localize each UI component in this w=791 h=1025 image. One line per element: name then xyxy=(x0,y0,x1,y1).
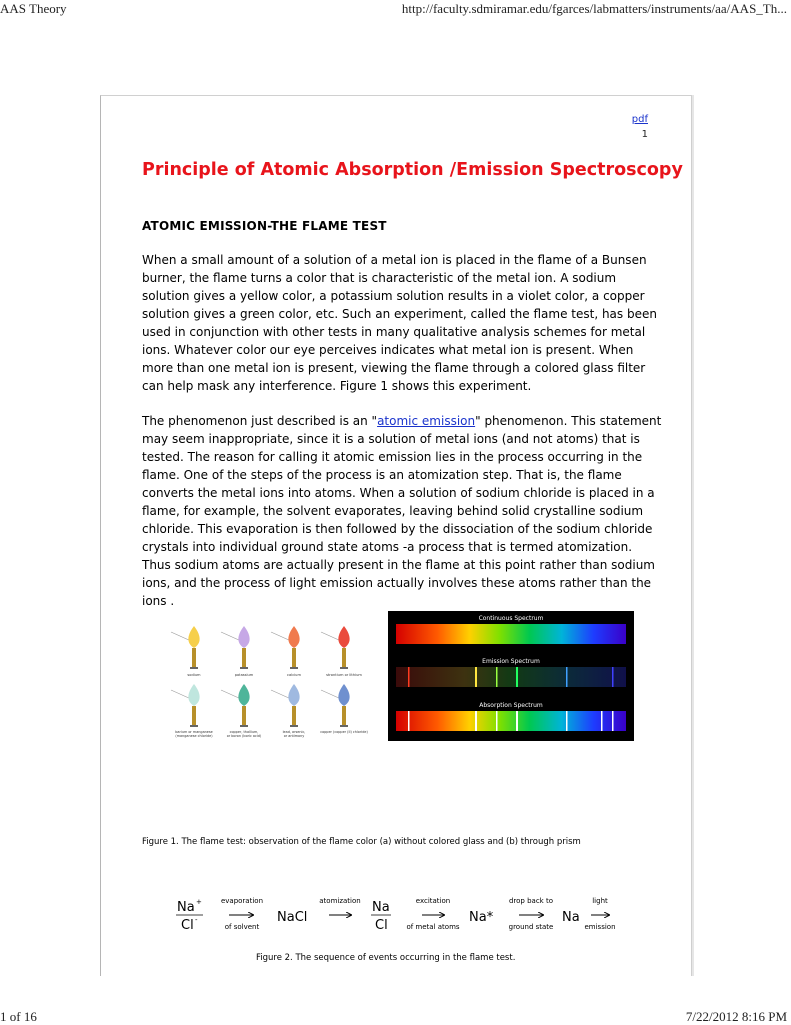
document-title: Principle of Atomic Absorption /Emission Spectroscopy xyxy=(142,160,683,180)
flame-test-illustration xyxy=(169,621,369,746)
text-line: may seem inappropriate, since it is a solution of metal ions (and not atoms) that is xyxy=(142,432,640,446)
flame-strontium xyxy=(321,626,350,669)
emission-line xyxy=(566,667,568,687)
text-line: can help mask any interference. Figure 1 shows this experiment. xyxy=(142,379,532,393)
light-label: light xyxy=(592,897,608,905)
flame-sodium xyxy=(171,626,200,669)
text-line: flame, for example, the solvent evaporates, leaving behind solid crystalline sodium xyxy=(142,504,644,518)
drop-back-label: drop back to xyxy=(508,897,554,905)
cl-atom-label: Cl xyxy=(375,918,388,933)
flame-calcium xyxy=(271,626,300,669)
text-line: ions. Whatever color our eye perceives indicates what metal ion is present. When xyxy=(142,343,634,357)
flame-label: or antimony xyxy=(283,734,305,738)
flame-label: potassium xyxy=(234,673,254,677)
paragraph-atomic-emission xyxy=(142,412,672,610)
continuous-spectrum-label: Continuous Spectrum xyxy=(478,615,544,622)
flame-test-sequence-diagram xyxy=(163,893,623,943)
text-line: When a small amount of a solution of a metal ion is placed in the flame of a Bunsen xyxy=(142,253,647,267)
figure-1-caption: Figure 1. The flame test: observation of the flame color (a) without colored glass and (b) through prism xyxy=(142,837,581,847)
emission-line xyxy=(612,667,614,687)
cl-ion-charge: - xyxy=(195,916,198,924)
text-line: crystals into individual ground state atoms -a process that is termed atomization. xyxy=(142,540,633,554)
emission-line xyxy=(516,667,518,687)
nacl-label: NaCl xyxy=(277,910,308,925)
text-line: solution gives a green color, etc. Such an experiment, called the flame test, has been xyxy=(142,307,657,321)
flame-label: lead, arsenic, xyxy=(282,730,306,734)
emission-line xyxy=(408,667,410,687)
text-line: solution gives a yellow color, a potassium solution results in a violet color, a copper xyxy=(142,289,645,303)
spectra-illustration xyxy=(388,611,634,741)
text-line: ions, and the process of light emission actually involves these atoms rather than the xyxy=(142,576,652,590)
flame-lead xyxy=(271,684,300,727)
na-ground-label: Na xyxy=(562,910,580,925)
absorption-line xyxy=(612,711,614,731)
flame-label: copper (copper (II) chloride) xyxy=(320,730,368,734)
flame-barium xyxy=(171,684,200,727)
of-solvent-label: of solvent xyxy=(224,923,260,931)
absorption-line xyxy=(516,711,518,731)
text-line: chloride. This evaporation is then followed by the dissociation of the sodium chloride xyxy=(142,522,653,536)
na-excited-label: Na* xyxy=(469,910,494,925)
emission-line xyxy=(475,667,477,687)
absorption-line xyxy=(566,711,568,731)
of-metal-atoms-label: of metal atoms xyxy=(406,923,460,931)
page-number: 1 xyxy=(641,129,648,140)
text-fragment: " phenomenon. This statement xyxy=(475,414,662,428)
na-ion-charge: + xyxy=(196,898,202,906)
text-line xyxy=(142,412,672,430)
emission-line xyxy=(496,667,498,687)
flame-label: or boron (boric acid) xyxy=(226,734,262,738)
evaporation-label: evaporation xyxy=(220,897,264,905)
text-line: more than one metal ion is present, viewing the flame through a colored glass filter xyxy=(142,361,646,375)
absorption-line xyxy=(475,711,477,731)
flame-label: (manganese chloride) xyxy=(175,734,213,738)
flame-copper xyxy=(221,684,250,727)
flame-label: copper, thallium, xyxy=(229,730,259,734)
emission-label: emission xyxy=(584,923,616,931)
ground-state-label: ground state xyxy=(508,923,554,931)
na-atom-label: Na xyxy=(372,900,390,915)
text-line: used in conjunction with other tests in many qualitative analysis schemes for metal xyxy=(142,325,646,339)
cl-ion-label: Cl xyxy=(181,918,194,933)
browser-page-count: 1 of 16 xyxy=(0,1009,37,1024)
text-line: flame. One of the steps of the process is an atomization step. That is, the flame xyxy=(142,468,622,482)
absorption-spectrum-label: Absorption Spectrum xyxy=(479,702,543,709)
atomic-emission-link[interactable]: atomic emission xyxy=(377,414,476,428)
flame-potassium xyxy=(221,626,250,669)
flame-copper-chloride xyxy=(321,684,350,727)
section-heading: ATOMIC EMISSION-THE FLAME TEST xyxy=(142,219,387,233)
na-ion-label: Na xyxy=(177,900,195,915)
figure-2-caption: Figure 2. The sequence of events occurring in the flame test. xyxy=(256,953,516,963)
emission-spectrum-band xyxy=(396,667,626,687)
text-line: tested. The reason for calling it atomic emission lies in the process occurring in the xyxy=(142,450,643,464)
browser-page-url: http://faculty.sdmiramar.edu/fgarces/labmatters/instruments/aa/AAS_Th... xyxy=(401,1,787,16)
document-frame xyxy=(100,95,692,976)
text-line: Thus sodium atoms are actually present in the flame at this point rather than sodium xyxy=(142,558,655,572)
flame-label: sodium xyxy=(187,673,201,677)
flame-label: calcium xyxy=(287,673,301,677)
browser-print-timestamp: 7/22/2012 8:16 PM xyxy=(685,1009,787,1024)
absorption-line xyxy=(601,711,603,731)
pdf-link[interactable]: pdf xyxy=(631,114,648,125)
browser-page-title: AAS Theory xyxy=(0,1,67,16)
text-line: burner, the flame turns a color that is characteristic of the metal ion. A sodium xyxy=(142,271,617,285)
absorption-spectrum-band xyxy=(396,711,626,731)
atomization-label: atomization xyxy=(319,897,361,905)
text-line: ions . xyxy=(142,594,175,608)
absorption-line xyxy=(496,711,498,731)
emission-spectrum-label: Emission Spectrum xyxy=(482,658,540,665)
absorption-line xyxy=(408,711,410,731)
flame-label: barium or manganese xyxy=(175,730,213,734)
text-line: converts the metal ions into atoms. When a solution of sodium chloride is placed in a xyxy=(142,486,655,500)
continuous-spectrum-band xyxy=(396,624,626,644)
flame-label: strontium or lithium xyxy=(326,673,362,677)
excitation-label: excitation xyxy=(415,897,451,905)
paragraph-flame-test xyxy=(142,251,672,395)
text-fragment: The phenomenon just described is an " xyxy=(142,414,378,428)
